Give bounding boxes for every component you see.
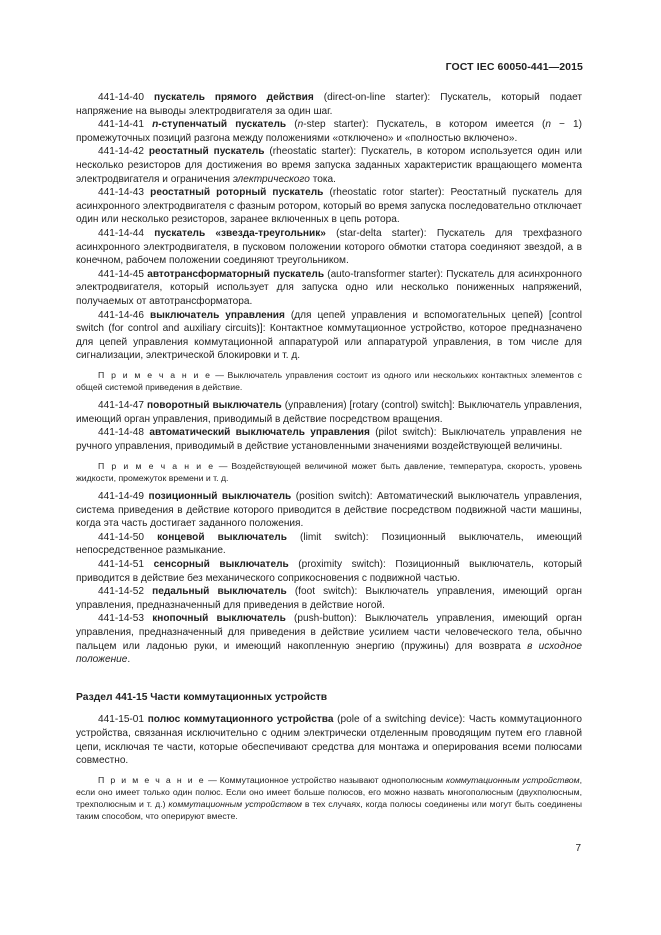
- term-entry: 441-14-53 кнопочный выключатель (push-button): Выключатель управления, имеющий орган управления, предназначенный для приведения в действие усилием части человеческого тела, обычно пальцем или ладонью руки, и имеющий накопленную энергию (пружины) для возврата в исходное положение.: [76, 613, 583, 666]
- document-id-header: ГОСТ IEC 60050-441—2015: [445, 61, 583, 73]
- term-entry: 441-14-52 педальный выключатель (foot switch): Выключатель управления, имеющий орган управления, предназначенный для приведения в действие ногой.: [76, 586, 583, 611]
- term-entry: 441-14-42 реостатный пускатель (rheostatic starter): Пускатель, в котором используется один или несколько резисторов для достижения во время запуска заданных характеристик вращающего момента электродвигателя и ограничения электрического тока.: [76, 146, 582, 185]
- note: П р и м е ч а н и е — Выключатель управления состоит из одного или нескольких контактных элементов с общей системой приведения в действие.: [76, 369, 582, 393]
- document-body: [76, 91, 582, 829]
- term-entry: 441-14-47 поворотный выключатель (управления) [rotary (control) switch]: Выключатель управления, имеющий орган управления, приводимый в действие посредством вращения.: [76, 400, 583, 425]
- term-entry: 441-15-01 полюс коммутационного устройства (pole of a switching device): Часть коммутационного устройства, связанная исключительно с одним электрически отделенным проводящим путем его главной цепи, исключая те части, которые обеспечивают средства для монтажа и оперирования всеми полюсами совместно.: [76, 714, 582, 767]
- term-entry: 441-14-48 автоматический выключатель управления (pilot switch): Выключатель управления не ручного управления, приводимый в действие установленными значениями воздействующей величины.: [76, 427, 582, 453]
- term-entry: 441-14-40 пускатель прямого действия (direct-on-line starter): Пускатель, который подает напряжение на выводы электродвигателя за один шаг.: [76, 92, 583, 117]
- term-entry: 441-14-43 реостатный роторный пускатель (rheostatic rotor starter): Реостатный пускатель для асинхронного электродвигателя с фазным ротором, который во время запуска последовательно отключает один или несколько резисторов, заранее включенных в цепь ротора.: [76, 187, 583, 226]
- note: П р и м е ч а н и е — Коммутационное устройство называют однополюсным коммутационным устройством, если оно имеет только один полюс. Если оно имеет больше полюсов, его можно назвать многополюсным (двухполюсным, трехполюсным и т. д.) коммутационным устройством в тех случаях, когда полюсы соединены или могут быть соединены таким способом, что оперируют вместе.: [76, 774, 582, 822]
- term-entry: 441-14-49 позиционный выключатель (position switch): Автоматический выключатель управления, система приведения в действие которого приводится в действие посредством подвижной части машины, когда эта часть достигает заданного положения.: [76, 491, 583, 530]
- term-entry: 441-14-41 n-ступенчатый пускатель (n-step starter): Пускатель, в котором имеется (n − 1) промежуточных позиций разгона между положениями «отключено» и «полностью включено».: [76, 119, 582, 144]
- term-entry: 441-14-46 выключатель управления (для цепей управления и вспомогательных цепей) [control switch (for control and auxiliary circuits)]: Контактное коммутационное устройство, которое предназначено для цепей управления коммутационной аппаратурой или аппаратурой управления, в том числе для сигнализации, электрической блокировки и т. д.: [76, 309, 582, 362]
- term-entry: 441-14-51 сенсорный выключатель (proximity switch): Позиционный выключатель, который приводится в действие без механического соприкосновения с подвижной частью.: [76, 559, 583, 584]
- page-number: 7: [575, 843, 581, 854]
- term-entry: 441-14-45 автотрансформаторный пускатель (auto-transformer starter): Пускатель для асинхронного электродвигателя, который использует для запуска одно или несколько пониженных напряжений, получаемых от автотрансформатора.: [76, 268, 583, 307]
- note: П р и м е ч а н и е — Воздействующей величиной может быть давление, температура, скорость, уровень жидкости, промежуток времени и т. д.: [76, 460, 582, 483]
- term-entry: 441-14-44 пускатель «звезда-треугольник» (star-delta starter): Пускатель для трехфазного асинхронного электродвигателя, в пусковом положении которого обмотки статора соединяют звездой, а в конечном, рабочем положении соединяют треугольником.: [76, 227, 582, 267]
- term-entry: 441-14-50 концевой выключатель (limit switch): Позиционный выключатель, имеющий непосредственное размыкание.: [76, 531, 582, 557]
- section-heading: Раздел 441-15 Части коммутационных устройств: [76, 691, 328, 703]
